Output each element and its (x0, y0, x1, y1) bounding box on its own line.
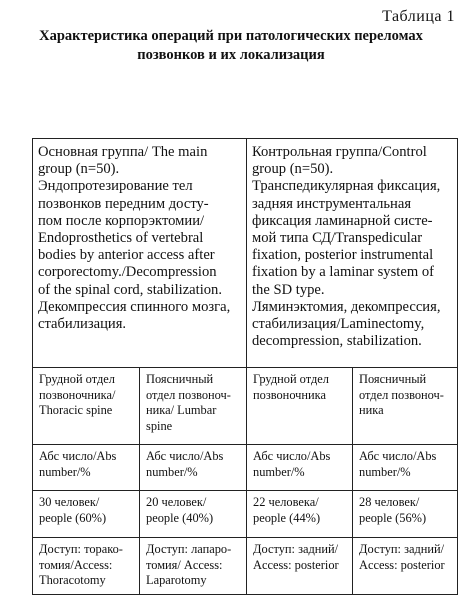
abs-cell (33, 445, 140, 491)
control-group-line: Ляминэктомия, декомпрессия, (252, 298, 441, 315)
cell-line: томия/ Access: (146, 557, 223, 572)
main-group-line: group (n=50). (38, 161, 120, 178)
cell-line: Laparotomy (146, 573, 207, 588)
control-group-line: decompression, stabilization. (252, 333, 422, 350)
cell-line: отдел позвоноч- (146, 387, 231, 402)
cell-line: number/% (359, 464, 411, 479)
control-group-line: задняя инструментальная (252, 195, 412, 212)
abs-number-row (33, 445, 458, 491)
cell-line: Грудной отдел (39, 372, 115, 386)
main-group-line: пом после корпорэктомии/ (38, 212, 205, 229)
cell-line: Доступ: задний/ (359, 542, 445, 556)
cell-line: Абс число/Abs (39, 449, 117, 463)
cell-line: Access: posterior (253, 557, 339, 572)
control-group-line: стабилизация/Laminectomy, (252, 316, 425, 333)
control-group-line: фиксация ламинарной систе- (252, 212, 433, 229)
dept-cell (140, 368, 247, 445)
count-row (33, 491, 458, 538)
cell-line: ника (359, 403, 384, 418)
main-group-line: Эндопротезирование тел (38, 178, 193, 195)
access-cell (247, 538, 353, 595)
cell-line: Поясничный (359, 372, 427, 386)
cell-line: Thoracotomy (39, 573, 106, 588)
dept-cell (33, 368, 140, 445)
access-cell (33, 538, 140, 595)
dept-cell (353, 368, 458, 445)
control-group-line: Транспедикулярная фиксация, (252, 178, 441, 195)
cell-line: Абс число/Abs (359, 449, 437, 463)
operations-table (32, 138, 458, 595)
cell-line: томия/Access: (39, 557, 113, 572)
control-group-line: fixation, posterior instrumental (252, 247, 434, 264)
main-group-line: позвонков передним досту- (38, 195, 209, 212)
cell-line: Thoracic spine (39, 403, 113, 418)
cell-line: ника/ Lumbar (146, 403, 217, 418)
control-group-line: group (n=50). (252, 161, 334, 178)
cell-line: 30 человек/ (39, 495, 100, 509)
cell-line: 28 человек/ (359, 495, 420, 509)
abs-cell (353, 445, 458, 491)
cell-line: 20 человек/ (146, 495, 207, 509)
abs-cell (140, 445, 247, 491)
cell-line: number/% (146, 464, 198, 479)
control-group-line: fixation by a laminar system of (252, 264, 434, 281)
access-cell (140, 538, 247, 595)
cell-line: Грудной отдел (253, 372, 329, 386)
main-group-line: bodies by anterior access after (38, 247, 215, 264)
cell-line: Абс число/Abs (253, 449, 331, 463)
cell-line: отдел позвоноч- (359, 387, 444, 402)
access-row (33, 538, 458, 595)
control-group-line: the SD type. (252, 281, 325, 298)
cell-line: Доступ: торако- (39, 542, 123, 556)
count-cell (247, 491, 353, 538)
main-group-line: corporectomy./Decompression (38, 264, 217, 281)
access-cell (353, 538, 458, 595)
group-header-row (33, 139, 458, 368)
main-group-line: Endoprosthetics of vertebral (38, 230, 204, 247)
main-group-cell (33, 139, 247, 368)
dept-cell (247, 368, 353, 445)
count-cell (353, 491, 458, 538)
main-group-line: of the spinal cord, stabilization. (38, 281, 222, 298)
cell-line: позвоночника/ (39, 387, 116, 402)
main-group-line: стабилизация. (38, 316, 127, 333)
control-group-cell (247, 139, 458, 368)
cell-line: spine (146, 418, 173, 433)
caption-line: позвонков и их локализация (137, 47, 325, 63)
control-group-line: Контрольная группа/Control (252, 144, 427, 160)
control-group-line: мой типа СД/Transpedicular (252, 230, 423, 247)
main-group-line: Основная группа/ The main (38, 144, 208, 160)
cell-line: number/% (253, 464, 305, 479)
cell-line: people (60%) (39, 510, 107, 525)
cell-line: people (44%) (253, 510, 321, 525)
abs-cell (247, 445, 353, 491)
count-cell (140, 491, 247, 538)
cell-line: people (56%) (359, 510, 427, 525)
spine-section-row (33, 368, 458, 445)
cell-line: people (40%) (146, 510, 214, 525)
cell-line: Доступ: задний/ (253, 542, 339, 556)
cell-line: позвоночника (253, 387, 327, 402)
cell-line: Access: posterior (359, 557, 445, 572)
cell-line: 22 человека/ (253, 495, 319, 509)
cell-line: Доступ: лапаро- (146, 542, 232, 556)
cell-line: Поясничный (146, 372, 214, 386)
main-group-line: Декомпрессия спинного мозга, (38, 298, 231, 315)
caption-line: Характеристика операций при патологических переломах (39, 28, 423, 44)
cell-line: Абс число/Abs (146, 449, 224, 463)
count-cell (33, 491, 140, 538)
cell-line: number/% (39, 464, 91, 479)
table-caption (20, 27, 442, 65)
table-number: Таблица 1 (382, 8, 455, 25)
